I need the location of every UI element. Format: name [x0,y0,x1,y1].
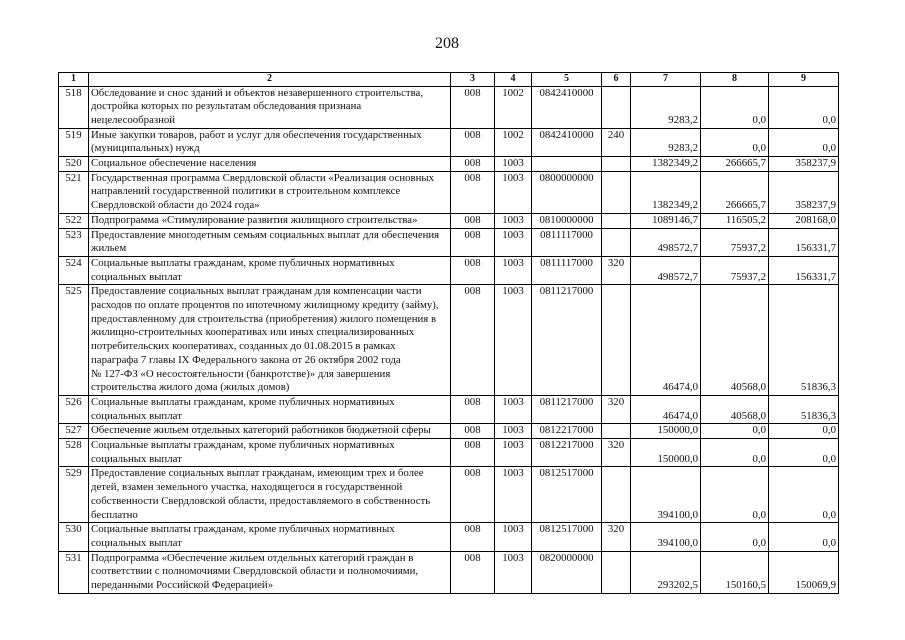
header-col-7: 7 [631,73,701,87]
row-number-cell: 526 [59,395,89,423]
description-cell: Обследование и снос зданий и объектов незавершенного строительства, достройка которых по результатам обследования признана нецелесообразной [89,86,451,128]
department-code-cell: 008 [451,128,495,156]
target-article-cell: 0811217000 [532,285,602,396]
amount-col-8-cell: 0,0 [701,86,769,128]
amount-col-8-cell: 75937,2 [701,228,769,256]
header-col-1: 1 [59,73,89,87]
amount-col-9-cell: 0,0 [769,128,839,156]
section-code-cell: 1003 [495,171,532,213]
header-col-8: 8 [701,73,769,87]
row-number-cell: 522 [59,213,89,228]
description-cell: Социальные выплаты гражданам, кроме публичных нормативных социальных выплат [89,523,451,551]
row-number-cell: 520 [59,157,89,172]
header-col-9: 9 [769,73,839,87]
amount-col-7-cell: 1089146,7 [631,213,701,228]
amount-col-8-cell: 0,0 [701,467,769,523]
section-code-cell: 1003 [495,157,532,172]
amount-col-9-cell: 358237,9 [769,157,839,172]
row-number-cell: 519 [59,128,89,156]
department-code-cell: 008 [451,439,495,467]
header-col-3: 3 [451,73,495,87]
amount-col-9-cell: 156331,7 [769,256,839,284]
amount-col-9-cell: 51836,3 [769,395,839,423]
target-article-cell: 0811117000 [532,228,602,256]
expense-type-cell: 320 [602,256,631,284]
expense-type-cell [602,171,631,213]
amount-col-9-cell: 150069,9 [769,551,839,593]
table-header [59,73,839,87]
section-code-cell: 1003 [495,439,532,467]
department-code-cell: 008 [451,395,495,423]
section-code-cell: 1003 [495,256,532,284]
description-cell: Предоставление социальных выплат гражданам для компенсации части расходов по оплате процентов по ипотечному жилищному кредиту (займу), предоставленному для строительства (приобретения) жилого помещения в жилищно-строительных кооперативах или иных специализированных потребительских кооперативах, созданных до 01.08.2015 в рамках параграфа 7 главы IX Федерального закона от 26 октября 2002 года № 127-ФЗ «О несостоятельности (банкротстве)» для завершения строительства жилого дома (жилых домов) [89,285,451,396]
target-article-cell: 0812517000 [532,523,602,551]
table-row [59,171,839,213]
description-cell: Государственная программа Свердловской области «Реализация основных направлений государственной политики в строительном комплексе Свердловской области до 2024 года» [89,171,451,213]
department-code-cell: 008 [451,551,495,593]
row-number-cell: 528 [59,439,89,467]
expense-type-cell: 240 [602,128,631,156]
department-code-cell: 008 [451,86,495,128]
header-col-4: 4 [495,73,532,87]
section-code-cell: 1003 [495,213,532,228]
page-number: 208 [435,35,459,52]
target-article-cell: 0812217000 [532,424,602,439]
amount-col-7-cell: 1382349,2 [631,171,701,213]
table-row [59,439,839,467]
description-cell: Подпрограмма «Обеспечение жильем отдельных категорий граждан в соответствии с полномочиями Свердловской области и полномочиями, переданными Российской Федерацией» [89,551,451,593]
amount-col-7-cell: 46474,0 [631,285,701,396]
expense-type-cell [602,551,631,593]
expense-type-cell [602,228,631,256]
target-article-cell: 0842410000 [532,128,602,156]
amount-col-8-cell: 75937,2 [701,256,769,284]
section-code-cell: 1002 [495,86,532,128]
amount-col-7-cell: 46474,0 [631,395,701,423]
table-row [59,285,839,396]
department-code-cell: 008 [451,228,495,256]
row-number-cell: 529 [59,467,89,523]
row-number-cell: 531 [59,551,89,593]
table-row [59,523,839,551]
amount-col-9-cell: 208168,0 [769,213,839,228]
description-cell: Предоставление социальных выплат гражданам, имеющим трех и более детей, взамен земельного участка, находящегося в государственной собственности Свердловской области, предоставляемого в собственность бесплатно [89,467,451,523]
target-article-cell: 0811117000 [532,256,602,284]
row-number-cell: 525 [59,285,89,396]
department-code-cell: 008 [451,285,495,396]
table-row [59,128,839,156]
amount-col-8-cell: 0,0 [701,439,769,467]
amount-col-9-cell: 0,0 [769,86,839,128]
department-code-cell: 008 [451,171,495,213]
table-row [59,228,839,256]
table-row [59,86,839,128]
amount-col-8-cell: 150160,5 [701,551,769,593]
table-body [59,86,839,593]
amount-col-7-cell: 1382349,2 [631,157,701,172]
table-row [59,256,839,284]
header-row [59,73,839,87]
section-code-cell: 1003 [495,467,532,523]
section-code-cell: 1003 [495,228,532,256]
amount-col-8-cell: 0,0 [701,424,769,439]
amount-col-8-cell: 0,0 [701,523,769,551]
expense-type-cell [602,285,631,396]
section-code-cell: 1003 [495,395,532,423]
department-code-cell: 008 [451,256,495,284]
department-code-cell: 008 [451,213,495,228]
table-row [59,395,839,423]
header-col-2: 2 [89,73,451,87]
table-row [59,551,839,593]
row-number-cell: 521 [59,171,89,213]
amount-col-9-cell: 0,0 [769,424,839,439]
description-cell: Подпрограмма «Стимулирование развития жилищного строительства» [89,213,451,228]
header-col-5: 5 [532,73,602,87]
target-article-cell [532,157,602,172]
section-code-cell: 1003 [495,424,532,439]
table-row [59,467,839,523]
description-cell: Социальное обеспечение населения [89,157,451,172]
description-cell: Социальные выплаты гражданам, кроме публичных нормативных социальных выплат [89,256,451,284]
row-number-cell: 524 [59,256,89,284]
expense-type-cell: 320 [602,395,631,423]
section-code-cell: 1002 [495,128,532,156]
amount-col-9-cell: 0,0 [769,467,839,523]
expense-type-cell [602,213,631,228]
amount-col-9-cell: 156331,7 [769,228,839,256]
expense-type-cell [602,424,631,439]
target-article-cell: 0812217000 [532,439,602,467]
target-article-cell: 0810000000 [532,213,602,228]
amount-col-8-cell: 40568,0 [701,285,769,396]
department-code-cell: 008 [451,157,495,172]
row-number-cell: 518 [59,86,89,128]
table-row [59,213,839,228]
expense-type-cell [602,86,631,128]
amount-col-7-cell: 9283,2 [631,86,701,128]
target-article-cell: 0812517000 [532,467,602,523]
expense-type-cell: 320 [602,523,631,551]
table-row [59,157,839,172]
amount-col-7-cell: 394100,0 [631,467,701,523]
amount-col-8-cell: 266665,7 [701,171,769,213]
expense-type-cell: 320 [602,439,631,467]
department-code-cell: 008 [451,523,495,551]
amount-col-9-cell: 0,0 [769,523,839,551]
header-col-6: 6 [602,73,631,87]
target-article-cell: 0842410000 [532,86,602,128]
budget-table [58,72,839,594]
amount-col-9-cell: 51836,3 [769,285,839,396]
amount-col-7-cell: 150000,0 [631,439,701,467]
amount-col-9-cell: 0,0 [769,439,839,467]
target-article-cell: 0820000000 [532,551,602,593]
row-number-cell: 530 [59,523,89,551]
row-number-cell: 527 [59,424,89,439]
amount-col-7-cell: 150000,0 [631,424,701,439]
amount-col-9-cell: 358237,9 [769,171,839,213]
amount-col-8-cell: 116505,2 [701,213,769,228]
amount-col-7-cell: 394100,0 [631,523,701,551]
amount-col-7-cell: 498572,7 [631,256,701,284]
amount-col-7-cell: 293202,5 [631,551,701,593]
row-number-cell: 523 [59,228,89,256]
description-cell: Социальные выплаты гражданам, кроме публичных нормативных социальных выплат [89,439,451,467]
amount-col-8-cell: 266665,7 [701,157,769,172]
expense-type-cell [602,467,631,523]
section-code-cell: 1003 [495,551,532,593]
amount-col-7-cell: 9283,2 [631,128,701,156]
target-article-cell: 0811217000 [532,395,602,423]
description-cell: Иные закупки товаров, работ и услуг для обеспечения государственных (муниципальных) нужд [89,128,451,156]
expense-type-cell [602,157,631,172]
amount-col-8-cell: 0,0 [701,128,769,156]
description-cell: Обеспечение жильем отдельных категорий работников бюджетной сферы [89,424,451,439]
table-row [59,424,839,439]
section-code-cell: 1003 [495,523,532,551]
target-article-cell: 0800000000 [532,171,602,213]
amount-col-7-cell: 498572,7 [631,228,701,256]
department-code-cell: 008 [451,467,495,523]
description-cell: Предоставление многодетным семьям социальных выплат для обеспечения жильем [89,228,451,256]
section-code-cell: 1003 [495,285,532,396]
description-cell: Социальные выплаты гражданам, кроме публичных нормативных социальных выплат [89,395,451,423]
amount-col-8-cell: 40568,0 [701,395,769,423]
department-code-cell: 008 [451,424,495,439]
